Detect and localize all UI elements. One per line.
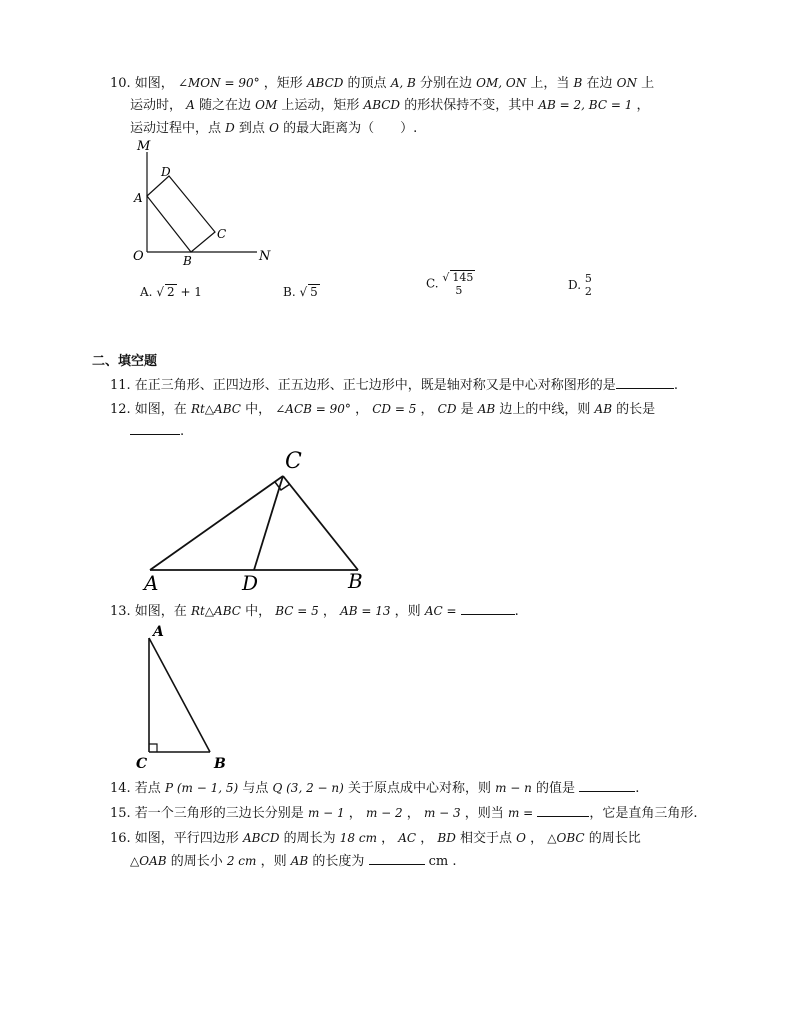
q10-math: A bbox=[186, 98, 195, 112]
q12-text: 边上的中线，则 bbox=[499, 402, 591, 417]
q12-text: 的长是 bbox=[616, 402, 656, 417]
q16-math: BD bbox=[437, 831, 456, 845]
q10-math: ABCD bbox=[306, 76, 344, 90]
q10-math: B bbox=[573, 76, 583, 90]
option-radicand: 145 bbox=[452, 271, 474, 284]
q13-figure bbox=[132, 624, 232, 774]
q16-text: ，则 bbox=[260, 854, 287, 869]
q10-label-a: A bbox=[134, 191, 143, 205]
q12-math: Rt△ABC bbox=[190, 402, 241, 416]
q16-math: △OAB bbox=[130, 854, 167, 868]
q16-text: ， bbox=[530, 831, 544, 846]
q10-text: 的顶点 bbox=[347, 76, 387, 91]
q16-text: ， bbox=[381, 831, 395, 846]
option-denominator: 2 bbox=[584, 285, 592, 298]
q10-option-c: C. √ 145 5 bbox=[426, 271, 474, 297]
q15-math: m − 3 bbox=[423, 806, 461, 820]
q14-text: 的值是 bbox=[536, 781, 576, 796]
q16-text: 的长度为 bbox=[312, 854, 365, 869]
q10-text: 的最大距离为（ ）. bbox=[283, 121, 418, 136]
q12-figure bbox=[140, 446, 380, 595]
q16-text: 16. 如图，平行四边形 bbox=[110, 831, 239, 846]
q16-answer-blank[interactable] bbox=[369, 852, 425, 865]
q16-text: 的周长比 bbox=[588, 831, 641, 846]
q14-line bbox=[110, 779, 639, 798]
q12-end: . bbox=[180, 424, 185, 439]
q13-answer-blank[interactable] bbox=[461, 602, 515, 615]
option-radicand: 5 bbox=[310, 285, 318, 299]
option-label: A. bbox=[140, 285, 153, 299]
q13-label-a: A bbox=[153, 624, 164, 640]
q12-math: ∠ACB = 90° bbox=[275, 402, 351, 416]
option-label: B. bbox=[283, 285, 296, 299]
q10-text: ， bbox=[636, 98, 650, 113]
q12-text: ， bbox=[355, 402, 369, 417]
q16-unit: cm . bbox=[428, 854, 457, 869]
q15-text: ， bbox=[348, 806, 362, 821]
q10-option-b: B. √ 5 bbox=[283, 285, 318, 299]
q16-math: 2 cm bbox=[226, 854, 257, 868]
q14-answer-blank[interactable] bbox=[579, 779, 635, 792]
q13-text: ， bbox=[322, 604, 336, 619]
q14-text: 关于原点成中心对称，则 bbox=[347, 781, 491, 796]
q13-math: AC = bbox=[424, 604, 457, 618]
q10-text: 10. 如图， bbox=[110, 76, 174, 91]
q10-label-c: C bbox=[217, 227, 227, 241]
q16-math: ABCD bbox=[242, 831, 280, 845]
q16-text: 相交于点 bbox=[460, 831, 513, 846]
q10-math: OM bbox=[255, 98, 278, 112]
q16-math: AC bbox=[398, 831, 417, 845]
q12-text: 是 bbox=[460, 402, 474, 417]
q10-label-n: N bbox=[259, 249, 271, 264]
q10-text: 运动过程中，点 bbox=[130, 121, 222, 136]
q12-math: AB bbox=[594, 402, 613, 416]
q16-math: O bbox=[516, 831, 526, 845]
q14-math: Q (3, 2 − n) bbox=[272, 781, 344, 795]
q10-figure bbox=[125, 138, 285, 268]
q10-text: 随之在边 bbox=[198, 98, 251, 113]
q15-text: 15. 若一个三角形的三边长分别是 bbox=[110, 806, 304, 821]
option-label: D. bbox=[568, 278, 582, 292]
q10-rectangle bbox=[147, 176, 215, 252]
q10-text: 上 bbox=[641, 76, 655, 91]
q16-line1 bbox=[110, 829, 641, 848]
q13-label-c: C bbox=[136, 756, 148, 772]
q13-text: 13. 如图，在 bbox=[110, 604, 187, 619]
q10-math: ON bbox=[616, 76, 637, 90]
q12-line1 bbox=[110, 400, 655, 419]
q16-math: △OBC bbox=[547, 831, 585, 845]
q10-math: ∠MON = 90° bbox=[177, 76, 260, 90]
q12-text: 中， bbox=[245, 402, 272, 417]
q10-label-o: O bbox=[133, 249, 144, 264]
q13-right-angle-mark bbox=[149, 744, 157, 752]
q12-side-ac bbox=[150, 476, 283, 570]
q10-line2 bbox=[130, 96, 650, 115]
q11-line bbox=[110, 376, 678, 395]
q12-text: ， bbox=[420, 402, 434, 417]
q10-text: 到点 bbox=[238, 121, 265, 136]
q10-label-d: D bbox=[161, 165, 171, 179]
q15-line bbox=[110, 804, 697, 823]
q10-text: 上，当 bbox=[530, 76, 570, 91]
q12-answer-blank[interactable] bbox=[130, 422, 180, 435]
q10-text: 分别在边 bbox=[419, 76, 472, 91]
q13-math: Rt△ABC bbox=[190, 604, 241, 618]
option-radicand: 2 bbox=[166, 285, 175, 299]
q16-text: 的周长小 bbox=[170, 854, 223, 869]
q12-label-d: D bbox=[242, 571, 259, 595]
q15-math: m = bbox=[507, 806, 534, 820]
q13-end: . bbox=[514, 604, 519, 619]
q12-side-bc bbox=[283, 476, 358, 570]
q16-math: AB bbox=[290, 854, 309, 868]
q16-math: 18 cm bbox=[339, 831, 377, 845]
q12-math: AB bbox=[477, 402, 496, 416]
q11-answer-blank[interactable] bbox=[616, 376, 674, 389]
q10-math: OM, ON bbox=[476, 76, 527, 90]
q10-line1 bbox=[110, 74, 654, 93]
q12-label-c: C bbox=[285, 449, 302, 474]
q13-side-ab bbox=[149, 638, 210, 752]
option-rest: + 1 bbox=[180, 285, 202, 299]
q10-label-m: M bbox=[137, 139, 151, 154]
q13-text: ，则 bbox=[394, 604, 421, 619]
q10-text: 在边 bbox=[586, 76, 613, 91]
q12-label-a: A bbox=[144, 571, 159, 595]
q10-text: ，矩形 bbox=[263, 76, 303, 91]
q10-math: ABCD bbox=[363, 98, 401, 112]
q13-line bbox=[110, 602, 519, 621]
q11-end: . bbox=[673, 378, 678, 393]
option-numerator: 5 bbox=[584, 272, 592, 285]
q16-text: 的周长为 bbox=[283, 831, 336, 846]
q10-math: AB = 2, BC = 1 bbox=[538, 98, 633, 112]
q14-text: 与点 bbox=[242, 781, 269, 796]
q10-text: 运动时， bbox=[130, 98, 183, 113]
q16-line2 bbox=[130, 852, 457, 871]
q14-text: 14. 若点 bbox=[110, 781, 161, 796]
q12-median-cd bbox=[254, 476, 283, 570]
q10-math: A, B bbox=[390, 76, 416, 90]
q11-text: 11. 在正三角形、正四边形、正五边形、正七边形中，既是轴对称又是中心对称图形的是 bbox=[110, 378, 616, 393]
q12-text: 12. 如图，在 bbox=[110, 402, 187, 417]
q10-label-b: B bbox=[183, 254, 192, 268]
q10-option-d bbox=[568, 272, 592, 298]
q13-math: BC = 5 bbox=[275, 604, 319, 618]
q15-text: ，则当 bbox=[464, 806, 504, 821]
q10-line3 bbox=[130, 119, 417, 138]
q12-line2 bbox=[130, 422, 184, 441]
option-label: C. bbox=[426, 276, 439, 291]
q15-text: ，它是直角三角形. bbox=[589, 806, 698, 821]
q14-end: . bbox=[635, 781, 640, 796]
q10-text: 上运动，矩形 bbox=[281, 98, 360, 113]
q12-label-b: B bbox=[348, 569, 363, 593]
q10-math: O bbox=[269, 121, 279, 135]
option-denominator: 5 bbox=[455, 284, 463, 297]
q13-label-b: B bbox=[214, 756, 226, 772]
q14-math: m − n bbox=[495, 781, 532, 795]
q12-math: CD bbox=[437, 402, 457, 416]
q15-text: ， bbox=[406, 806, 420, 821]
q10-text: 的形状保持不变，其中 bbox=[404, 98, 535, 113]
q16-text: ， bbox=[420, 831, 434, 846]
q10-math: D bbox=[225, 121, 235, 135]
q15-math: m − 1 bbox=[307, 806, 345, 820]
q12-math: CD = 5 bbox=[372, 402, 417, 416]
q13-text: 中， bbox=[245, 604, 272, 619]
section-heading: 二、填空题 bbox=[92, 354, 158, 369]
q10-option-a: A. √ 2 + 1 bbox=[140, 285, 202, 299]
q14-math: P (m − 1, 5) bbox=[164, 781, 239, 795]
q13-math: AB = 13 bbox=[340, 604, 391, 618]
q15-math: m − 2 bbox=[365, 806, 403, 820]
q15-answer-blank[interactable] bbox=[537, 804, 589, 817]
